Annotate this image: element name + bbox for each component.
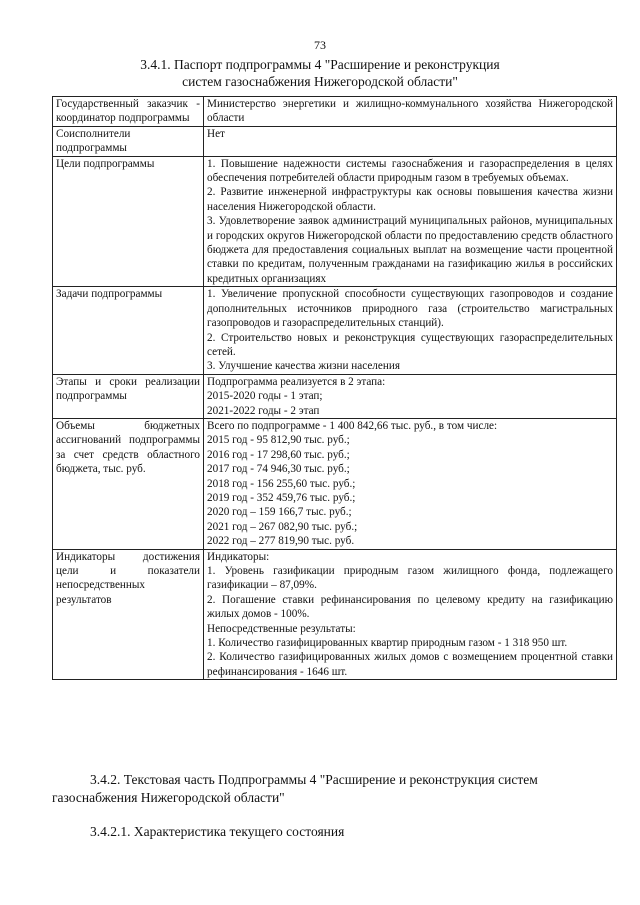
value-line: 2017 год - 74 946,30 тыс. руб.; — [207, 463, 350, 476]
value-line: 3. Удовлетворение заявок администраций муниципальных районов, муниципальных и городских округов Нижегородской области по предоставлению средств областного бюджета для предоставления социальных выплат на возмещение части процентной ставки по кредитам, полученным гражданами на газификацию жилья в российских кредитных организациях — [207, 215, 613, 285]
value-line: 2021-2022 годы - 2 этап — [207, 404, 320, 417]
value-line: 2018 год - 156 255,60 тыс. руб.; — [207, 477, 356, 490]
value-line: 3. Улучшение качества жизни населения — [207, 360, 400, 373]
value-line: 2. Погашение ставки рефинансирования по целевому кредиту на газификацию жилых домов - 100%. — [207, 593, 613, 621]
passport-table — [52, 96, 617, 680]
value-line: Непосредственные результаты: — [207, 622, 356, 635]
page-title — [40, 56, 600, 90]
row-label: Цели подпрограммы — [53, 156, 204, 287]
value-line: 1. Повышение надежности системы газоснабжения и газораспределения в целях обеспечения потребителей области природным газом в требуемых объемах. — [207, 157, 613, 185]
table-row — [53, 374, 617, 418]
row-label: Этапы и сроки реализации подпрограммы — [53, 374, 204, 418]
table-row — [53, 418, 617, 549]
value-line: 2020 год – 159 166,7 тыс. руб.; — [207, 506, 352, 519]
value-line: Индикаторы: — [207, 550, 270, 563]
value-line: Министерство энергетики и жилищно-коммунального хозяйства Нижегородской области — [207, 98, 613, 125]
value-line: 2021 год – 267 082,90 тыс. руб.; — [207, 520, 358, 533]
value-line: Нет — [207, 127, 225, 140]
section-heading-text-part-continued: газоснабжения Нижегородской области" — [52, 790, 285, 805]
value-line: Подпрограмма реализуется в 2 этапа: — [207, 375, 386, 388]
value-line: 2015-2020 годы - 1 этап; — [207, 390, 323, 403]
table-row — [53, 549, 617, 680]
page-number: 73 — [314, 38, 326, 52]
row-label: Соисполнители подпрограммы — [53, 126, 204, 156]
row-label: Объемы бюджетных ассигнований подпрограммы за счет средств областного бюджета, тыс. руб. — [53, 418, 204, 549]
row-value — [204, 549, 617, 680]
value-line: 1. Количество газифицированных квартир природным газом - 1 318 950 шт. — [207, 637, 568, 650]
table-row — [53, 97, 617, 127]
row-label: Индикаторы достижения цели и показатели непосредственных результатов — [53, 549, 204, 680]
value-line: 2. Развитие инженерной инфраструктуры как основы повышения качества жизни населения Нижегородской области. — [207, 186, 613, 213]
value-line: 2019 год - 352 459,76 тыс. руб.; — [207, 491, 356, 504]
title-line: 3.4.1. Паспорт подпрограммы 4 "Расширение и реконструкция — [140, 57, 500, 72]
value-line: 2015 год - 95 812,90 тыс. руб.; — [207, 434, 350, 447]
row-value — [204, 126, 617, 156]
row-value — [204, 156, 617, 287]
row-label: Задачи подпрограммы — [53, 287, 204, 374]
row-label: Государственный заказчик - координатор подпрограммы — [53, 97, 204, 127]
value-line: 1. Увеличение пропускной способности существующих газопроводов и создание дополнительных источников природного газа (строительство магистральных газопроводов и газораспределительных станций). — [207, 288, 613, 330]
value-line: Всего по подпрограмме - 1 400 842,66 тыс. руб., в том числе: — [207, 419, 498, 432]
value-line: 1. Уровень газификации природным газом жилищного фонда, подлежащего газификации – 87,09%. — [207, 565, 613, 592]
value-line: 2016 год - 17 298,60 тыс. руб.; — [207, 448, 350, 461]
value-line: 2022 год – 277 819,90 тыс. руб. — [207, 535, 355, 548]
table-row — [53, 156, 617, 287]
section-heading-text-part: 3.4.2. Текстовая часть Подпрограммы 4 "Расширение и реконструкция систем — [90, 772, 538, 787]
table-row — [53, 287, 617, 374]
section-heading-current-state: 3.4.2.1. Характеристика текущего состояния — [90, 824, 345, 839]
row-value — [204, 287, 617, 374]
table-row — [53, 126, 617, 156]
row-value — [204, 418, 617, 549]
value-line: 2. Количество газифицированных жилых домов с возмещением процентной ставки рефинансирования - 1646 шт. — [207, 651, 613, 678]
row-value — [204, 97, 617, 127]
row-value — [204, 374, 617, 418]
title-line: систем газоснабжения Нижегородской области" — [182, 74, 458, 89]
value-line: 2. Строительство новых и реконструкция существующих газораспределительных сетей. — [207, 331, 613, 358]
